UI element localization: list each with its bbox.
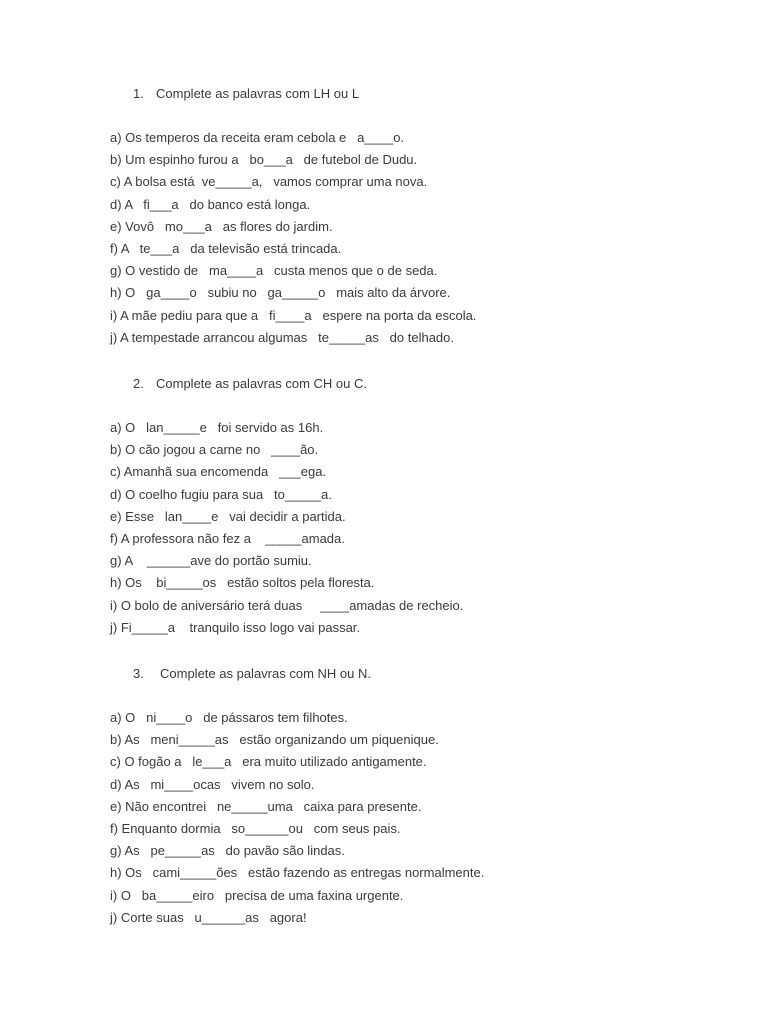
exercise-item: i) O bolo de aniversário terá duas ____amadas de recheio. bbox=[110, 597, 464, 613]
exercise-item: g) As pe_____as do pavão são lindas. bbox=[110, 843, 345, 859]
exercise-item: f) A professora não fez a _____amada. bbox=[110, 530, 345, 546]
exercise-item: f) Enquanto dormia so______ou com seus pais. bbox=[110, 820, 401, 836]
section-number: 1. bbox=[133, 86, 144, 101]
exercise-item: i) O ba_____eiro precisa de uma faxina urgente. bbox=[110, 887, 404, 903]
exercise-item: a) Os temperos da receita eram cebola e a____o. bbox=[110, 130, 405, 145]
section-heading bbox=[133, 86, 359, 102]
exercise-item: c) Amanhã sua encomenda ___ega. bbox=[110, 464, 327, 480]
exercise-item: j) Corte suas u______as agora! bbox=[110, 909, 307, 925]
section-number: 2. bbox=[133, 376, 144, 391]
exercise-item: j) A tempestade arrancou algumas te_____as do telhado. bbox=[110, 329, 455, 345]
exercise-item: e) Esse lan____e vai decidir a partida. bbox=[110, 508, 346, 524]
exercise-item: b) As meni_____as estão organizando um piquenique. bbox=[110, 732, 439, 748]
exercise-item: g) A ______ave do portão sumiu. bbox=[110, 553, 312, 569]
exercise-item: c) A bolsa está ve_____a, vamos comprar uma nova. bbox=[110, 174, 428, 190]
exercise-item: h) Os bi_____os estão soltos pela floresta. bbox=[110, 575, 375, 591]
exercise-list bbox=[110, 420, 463, 642]
exercise-item: i) A mãe pediu para que a fi____a espere na porta da escola. bbox=[110, 307, 477, 323]
exercise-item: e) Não encontrei ne_____uma caixa para presente. bbox=[110, 798, 422, 814]
exercise-item: g) O vestido de ma____a custa menos que o de seda. bbox=[110, 263, 438, 279]
exercise-item: c) O fogão a le___a era muito utilizado antigamente. bbox=[110, 754, 427, 770]
exercise-item: a) O ni____o de pássaros tem filhotes. bbox=[110, 710, 348, 725]
section-title: Complete as palavras com CH ou C. bbox=[156, 376, 367, 391]
exercise-item: d) A fi___a do banco está longa. bbox=[110, 196, 311, 212]
section-heading bbox=[133, 666, 371, 682]
exercise-item: f) A te___a da televisão está trincada. bbox=[110, 240, 342, 256]
exercise-item: b) O cão jogou a carne no ____ão. bbox=[110, 442, 319, 458]
exercise-item: h) O ga____o subiu no ga_____o mais alto da árvore. bbox=[110, 285, 451, 301]
exercise-item: h) Os cami_____ões estão fazendo as entregas normalmente. bbox=[110, 865, 485, 881]
section-title: Complete as palavras com NH ou N. bbox=[160, 666, 371, 681]
section-title: Complete as palavras com LH ou L bbox=[156, 86, 360, 101]
exercise-item: d) As mi____ocas vivem no solo. bbox=[110, 776, 315, 792]
section-heading bbox=[133, 376, 367, 392]
exercise-item: d) O coelho fugiu para sua to_____a. bbox=[110, 486, 332, 502]
section-number: 3. bbox=[133, 666, 144, 681]
exercise-item: b) Um espinho furou a bo___a de futebol de Dudu. bbox=[110, 152, 418, 168]
exercise-item: a) O lan_____e foi servido as 16h. bbox=[110, 420, 324, 435]
exercise-list bbox=[110, 710, 484, 932]
exercise-list bbox=[110, 130, 476, 352]
exercise-item: e) Vovô mo___a as flores do jardim. bbox=[110, 218, 333, 234]
exercise-item: j) Fi_____a tranquilo isso logo vai passar. bbox=[110, 619, 361, 635]
